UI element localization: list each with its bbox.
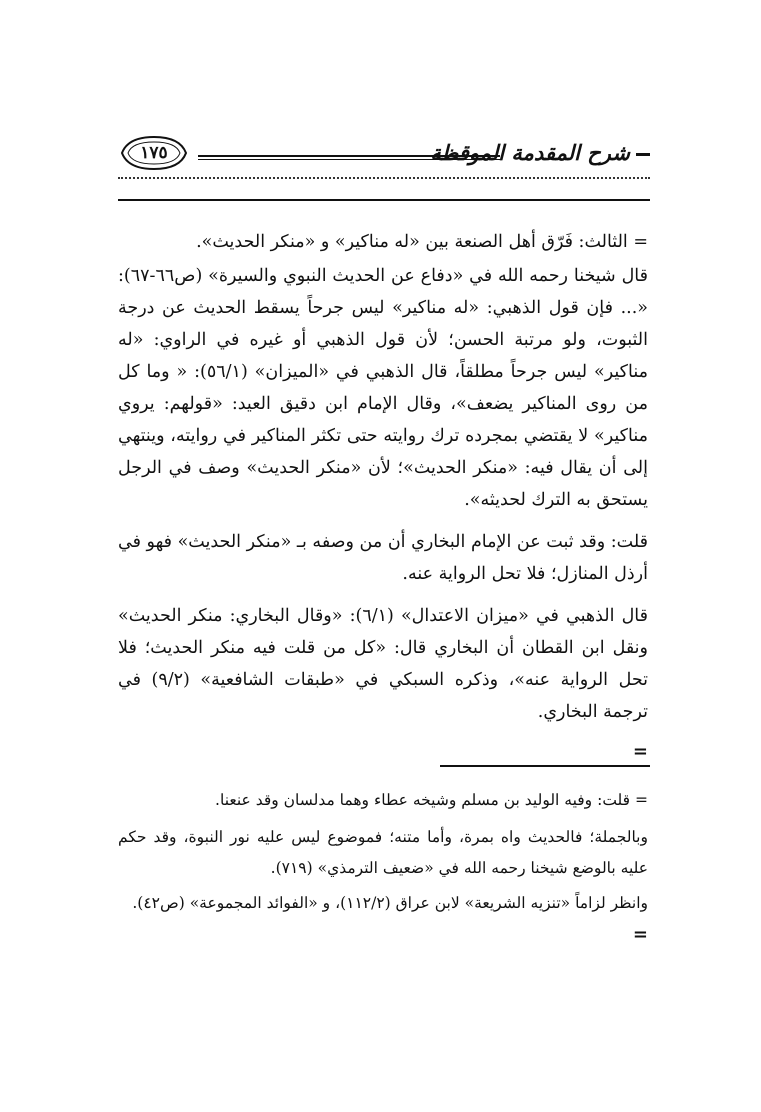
continuation-mark: = [632,741,648,762]
page-number: ١٧٥ [140,143,168,163]
footnote-paragraph: وبالجملة؛ فالحديث واه بمرة، وأما متنه؛ فموضوع ليس عليه نور النبوة، وقد حكم عليه بالوضع شيخنا رحمه الله في «ضعيف الترمذي» (٧١٩). [118,828,648,877]
footnotes [118,785,648,950]
footnote-paragraph: = قلت: وفيه الوليد بن مسلم وشيخه عطاء وهما مدلسان وقد عنعنا. [215,791,648,809]
page-header [118,125,650,205]
dotted-divider [118,177,650,179]
footnote-continuation-mark: = [632,924,648,945]
paragraph: قال شيخنا رحمه الله في «دفاع عن الحديث النبوي والسيرة» (ص٦٦-٦٧): «... فإن قول الذهبي: «له مناكير» ليس جرحاً يسقط الحديث عن درجة الثبوت، ولو مرتبة الحسن؛ لأن قول الذهبي أو غيره في الراوي: «له مناكير» ليس جرحاً مطلقاً، قال الذهبي في «الميزان» (٥٦/١): « وما كل من روى المناكير يضعف»، وقال الإمام ابن دقيق العيد: «قولهم: يروي مناكير» لا يقتضي بمجرده ترك روايته حتى تكثر المناكير في روايته، وينتهي إلى أن يقال فيه: «منكر الحديث»؛ لأن «منكر الحديث» وصف في الرجل يستحق به الترك لحديثه». [118,266,648,510]
running-title: شرح المقدمة الموقظة [430,140,650,165]
page-number-badge [118,133,190,173]
footnote-paragraph: وانظر لزاماً «تنزيه الشريعة» لابن عراق (١١٢/٢)، و «الفوائد المجموعة» (ص٤٢). [132,894,648,912]
paragraph: قال الذهبي في «ميزان الاعتدال» (٦/١): «وقال البخاري: منكر الحديث» ونقل ابن القطان أن البخاري قال: «كل من قلت فيه منكر الحديث؛ فلا تحل الرواية عنه»، وذكره السبكي في «طبقات الشافعية» (٩/٢) في ترجمة البخاري. [118,606,649,722]
header-bottom-rule [118,199,650,201]
paragraph: = الثالث: فَرّق أهل الصنعة بين «له مناكير» و «منكر الحديث». [196,232,648,252]
header-rule [198,155,500,160]
paragraph: قلت: وقد ثبت عن الإمام البخاري أن من وصفه بـ «منكر الحديث» فهو في أرذل المنازل؛ فلا تحل الرواية عنه. [118,532,648,584]
main-text [118,226,648,768]
footnote-separator [440,765,650,767]
